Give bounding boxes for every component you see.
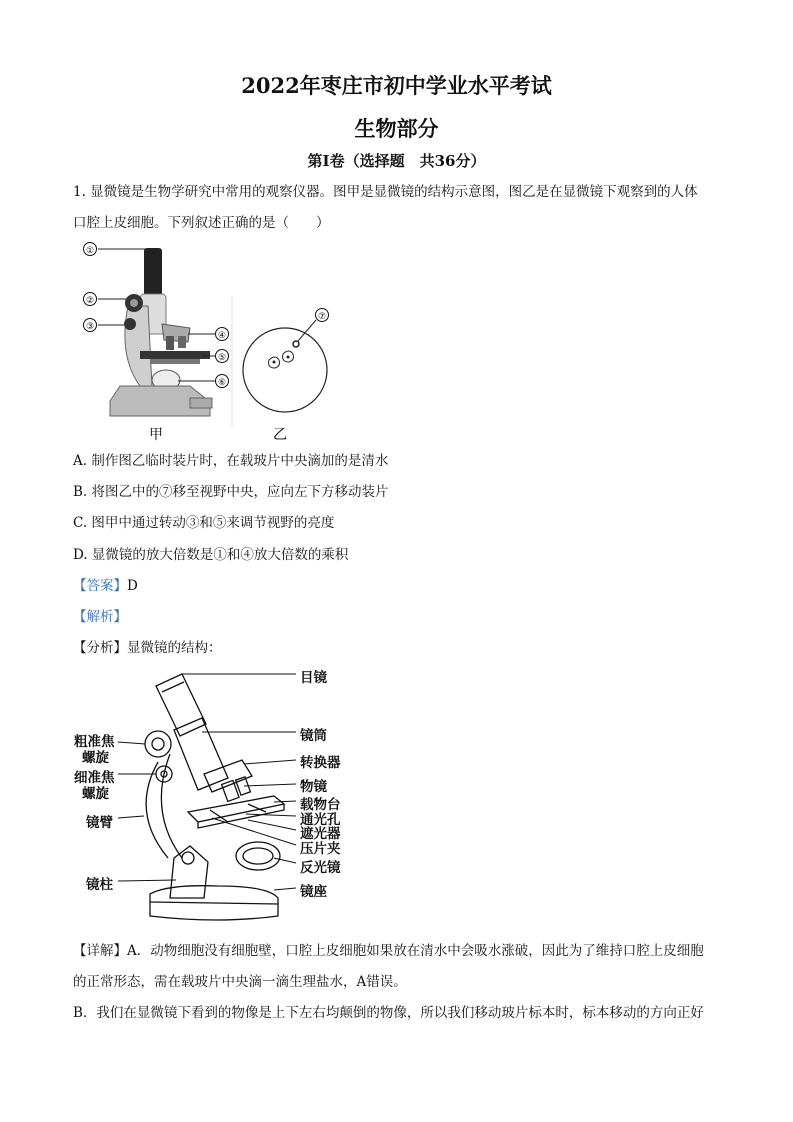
analysis-tag: 【解析】 — [73, 609, 127, 625]
detail-a-line1 — [73, 941, 704, 961]
microscope-illustration — [110, 248, 232, 426]
exam-title: 2022年枣庄市初中学业水平考试 — [241, 73, 552, 98]
answer-tag: 【答案】 — [73, 578, 127, 594]
label-pillar: 镜柱 — [86, 877, 113, 893]
label-aperture: 通光孔 — [300, 812, 341, 828]
answer-value: D — [127, 578, 138, 594]
question-figure — [70, 236, 360, 446]
field-of-view — [243, 309, 329, 413]
label-clip: 压片夹 — [300, 841, 341, 857]
label-7: ⑦ — [317, 312, 327, 322]
option-b: B. 将图乙中的⑦移至视野中央，应向左下方移动装片 — [73, 484, 389, 500]
caption-jia: 甲 — [149, 427, 163, 443]
label-3: ③ — [85, 322, 95, 332]
label-eyepiece: 目镜 — [300, 670, 327, 686]
analysis-tag-line — [73, 607, 127, 627]
question-stem-line1: 1. 显微镜是生物学研究中常用的观察仪器。图甲是显微镜的结构示意图，图乙是在显微镜下观察到的人体 — [73, 184, 698, 200]
option-c: C. 图甲中通过转动③和⑤来调节视野的亮度 — [73, 515, 335, 531]
caption-yi: 乙 — [273, 427, 287, 443]
label-6: ⑥ — [217, 378, 227, 388]
section-heading: 第Ⅰ卷（选择题 共36分） — [307, 152, 486, 170]
detail-tag: 【详解】 — [73, 943, 127, 959]
label-2: ② — [85, 296, 95, 306]
answer-line — [73, 576, 138, 596]
label-mirror: 反光镜 — [300, 860, 341, 876]
label-tube: 镜筒 — [300, 728, 327, 744]
label-coarse-2: 螺旋 — [82, 750, 109, 766]
label-stage: 载物台 — [300, 797, 341, 813]
label-base: 镜座 — [300, 884, 327, 900]
label-arm: 镜臂 — [86, 815, 113, 831]
label-fine-2: 螺旋 — [82, 786, 109, 802]
detail-a-line2: 的正常形态，需在载玻片中央滴一滴生理盐水，A错误。 — [73, 974, 407, 990]
fenxi-text: 显微镜的结构： — [127, 640, 222, 656]
label-4: ④ — [217, 331, 227, 341]
label-diaphragm: 遮光器 — [300, 826, 341, 842]
label-1: ① — [85, 246, 95, 256]
label-coarse-1: 粗准焦 — [74, 734, 115, 750]
label-fine-1: 细准焦 — [74, 770, 115, 786]
exam-subtitle: 生物部分 — [354, 116, 439, 141]
detail-a-text: A．动物细胞没有细胞壁，口腔上皮细胞如果放在清水中会吸水涨破，因此为了维持口腔上皮细胞 — [127, 943, 704, 959]
label-objective: 物镜 — [300, 779, 327, 795]
fenxi-line — [73, 638, 222, 658]
option-a: A. 制作图乙临时装片时，在载玻片中央滴加的是清水 — [73, 453, 389, 469]
label-nosepiece: 转换器 — [300, 755, 341, 771]
option-d: D. 显微镜的放大倍数是①和④放大倍数的乘积 — [73, 547, 349, 563]
question-stem-line2: 口腔上皮细胞。下列叙述正确的是（ ） — [73, 215, 330, 231]
label-5: ⑤ — [217, 353, 227, 363]
detail-b-line1: B．我们在显微镜下看到的物像是上下左右均颠倒的物像，所以我们移动玻片标本时，标本移动的方向正好 — [73, 1005, 704, 1021]
fenxi-tag: 【分析】 — [73, 640, 127, 656]
